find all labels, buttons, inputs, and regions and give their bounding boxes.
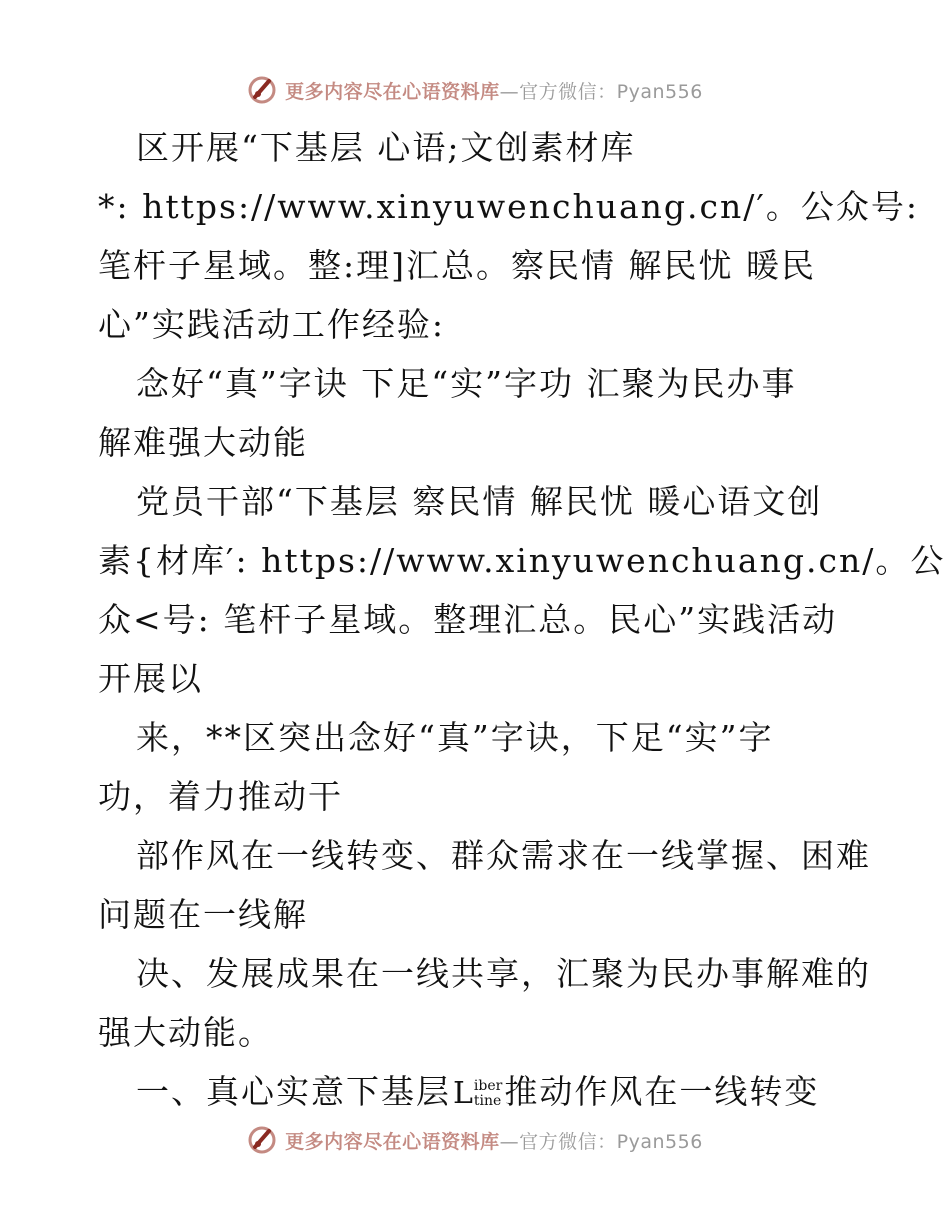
- artifact-bottom: tine: [473, 1093, 502, 1109]
- brush-seal-logo-icon: [247, 1125, 277, 1155]
- paragraph-line: 念好“真”字诀 下足“实”字功 汇聚为民办事: [136, 364, 797, 403]
- paragraph-line: 笔杆子星域。整:理]汇总。察民情 解民忧 暖民: [98, 246, 816, 285]
- heading-text-after: 推动作风在一线转变: [504, 1072, 820, 1111]
- watermark-footer: [0, 1120, 950, 1160]
- section-heading: [98, 1062, 858, 1121]
- paragraph-line: 功，着力推动干: [98, 777, 343, 816]
- paragraph-line: 区开展“下基层 心语;文创素材库: [136, 128, 636, 167]
- watermark-brand: 更多内容尽在心语资料库: [285, 1130, 500, 1153]
- paragraph-line: 决、发展成果在一线共享，汇聚为民办事解难的: [136, 954, 871, 993]
- watermark-header: [0, 70, 950, 110]
- paragraph-line: 解难强大动能: [98, 423, 308, 462]
- watermark-contact: 官方微信：Pyan556: [519, 1130, 703, 1153]
- heading-text-before: 一、真心实意下基层: [136, 1072, 451, 1111]
- document-body: [98, 118, 946, 1121]
- paragraph-line: 党员干部“下基层 察民情 解民忧 暖心语文创: [136, 482, 823, 521]
- paragraph-line: 来，**区突出念好“真”字诀，下足“实”字: [136, 718, 774, 757]
- paragraph-line: 部作风在一线转变、群众需求在一线掌握、困难: [136, 836, 871, 875]
- artifact-big-letter: L: [453, 1076, 473, 1111]
- artifact-top: iber: [473, 1078, 503, 1094]
- watermark-text: [285, 1127, 703, 1154]
- paragraph-line: *: https://www.xinyuwenchuang.cn/′。公众号:: [98, 187, 919, 226]
- paragraph-line: 心”实践活动工作经验:: [98, 305, 445, 344]
- paragraph-line: 素{材库′: https://www.xinyuwenchuang.cn/。公: [98, 541, 946, 580]
- paragraph-line: 强大动能。: [98, 1013, 273, 1052]
- paragraph-line: 众<号: 笔杆子星域。整理汇总。民心”实践活动: [98, 600, 838, 639]
- ocr-artifact: [453, 1076, 503, 1111]
- paragraph-line: 问题在一线解: [98, 895, 308, 934]
- watermark-separator: —: [499, 1130, 520, 1153]
- watermark-text: [285, 77, 703, 104]
- brush-seal-logo-icon: [247, 75, 277, 105]
- watermark-brand: 更多内容尽在心语资料库: [285, 80, 500, 103]
- watermark-contact: 官方微信：Pyan556: [519, 80, 703, 103]
- paragraph-line: 开展以: [98, 659, 203, 698]
- artifact-stack: [474, 1079, 502, 1109]
- watermark-separator: —: [499, 80, 520, 103]
